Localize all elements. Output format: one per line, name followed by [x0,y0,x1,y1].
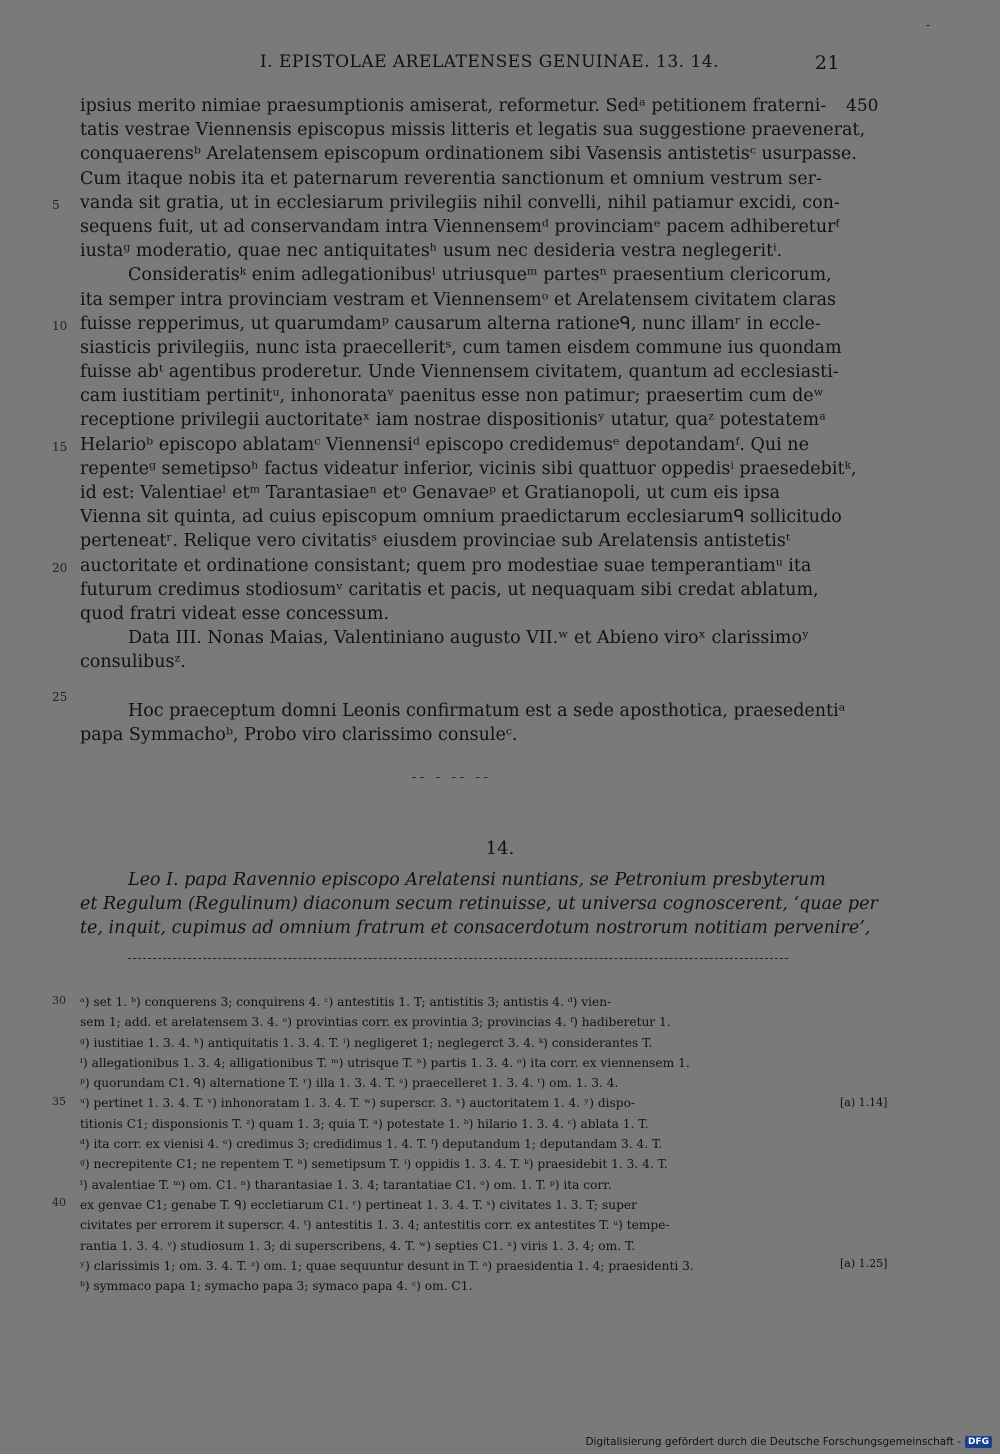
text-line: futurum credimus stodiosumᵛ caritatis et pacis, ut nequaquam sibi credat ablatum, [80,579,819,600]
note-line: ex genvae C1; genabe T. ᑫ) eccletiarum C1. ʳ) pertineat 1. 3. 4. T. ˢ) civitates 1. 3. T; super [80,1197,637,1212]
document-number: 14. [485,838,515,859]
text-line: tatis vestrae Viennensis episcopus missis litteris et legatis sua suggestione praevenerat, [80,120,866,141]
margin-tick: - [926,18,931,32]
line-number: 5 [52,198,60,212]
summary-line: Leo I. papa Ravennio episcopo Arelatensi nuntians, se Petronium presbyterum [128,870,826,890]
footnote-rule [128,958,788,959]
note-line: civitates per errorem it superscr. 4. ᵗ) antestitis 1. 3. 4; antestitis corr. ex antestites T. ᵘ) tempe- [80,1218,670,1233]
text-line: Data III. Nonas Maias, Valentiniano augusto VII.ʷ et Abieno viroˣ clarissimoʸ [128,628,810,649]
margin-page-reference: 450 [846,96,879,116]
text-line: siasticis privilegiis, nunc ista praecelleritˢ, cum tamen eisdem commune ius quondam [80,337,842,358]
text-line: Hoc praeceptum domni Leonis confirmatum est a sede aposthotica, praesedentiᵃ [128,700,846,721]
text-line: fuisse repperimus, ut quarumdamᵖ causarum alterna rationeᑫ, nunc illamʳ in eccle- [80,313,821,334]
footer-credit: Digitalisierung gefördert durch die Deutsche Forschungsgemeinschaft - [585,1436,961,1448]
summary-line: te, inquit, cupimus ad omnium fratrum et consacerdotum nostrorum notitiam pervenire’, [80,918,871,939]
text-line: iustaᵍ moderatio, quae nec antiquitatesʰ usum nec desideria vestra neglegeritⁱ. [80,241,783,262]
text-line: vanda sit gratia, ut in ecclesiarum privilegiis nihil convelli, nihil patiamur excidi, con- [80,192,840,213]
section-separator: -- - -- -- [412,770,492,784]
note-line: sem 1; add. et arelatensem 3. 4. ᵉ) provintias corr. ex provintia 3; provincias 4. ᶠ) hadiberetur 1. [80,1015,671,1030]
line-number: 15 [52,440,68,454]
note-line: ᵇ) symmaco papa 1; symacho papa 3; symaco papa 4. ᶜ) om. C1. [80,1279,473,1294]
note-line: ᵘ) pertinet 1. 3. 4. T. ᵛ) inhonoratam 1. 3. 4. T. ʷ) superscr. 3. ˣ) auctoritatem 1. 4. ʸ) dispo- [80,1096,636,1111]
text-line: ipsius merito nimiae praesumptionis amiserat, reformetur. Sedᵃ petitionem fraterni- [80,96,827,116]
text-line: ita semper intra provinciam vestram et Viennensemᵒ et Arelatensem civitatem claras [80,289,837,310]
note-line-number: 40 [52,1196,66,1209]
text-line: Vienna sit quinta, ad cuius episcopum omnium praedictarum ecclesiarumᑫ sollicitudo [80,507,842,528]
apparatus-notes [80,992,840,1296]
line-number: 20 [52,561,68,575]
text-line: repenteᵍ semetipsoʰ factus videatur inferior, vicinis sibi quattuor oppedisⁱ praesedebitᵏ, [80,458,857,479]
note-line: ˡ) avalentiae T. ᵐ) om. C1. ⁿ) tharantasiae 1. 3. 4; tarantatiae C1. ᵒ) om. 1. T. ᵖ) ita corr. [80,1177,612,1192]
text-line: cam iustitiam pertinitᵘ, inhonorataᵛ paenitus esse non patimur; praesertim cum deʷ [80,386,824,407]
dfg-logo: DFG [965,1436,992,1448]
note-line: ᵖ) quorundam C1. ᑫ) alternatione T. ʳ) illa 1. 3. 4. T. ˢ) praecelleret 1. 3. 4. ᵗ) om. 1. 3. 4. [80,1076,619,1091]
note-side-reference: [a) 1.14] [840,1096,888,1109]
text-line: sequens fuit, ut ad conservandam intra Viennensemᵈ provinciamᵉ pacem adhibereturᶠ [80,216,840,237]
summary-line: et Regulum (Regulinum) diaconum secum retinuisse, ut universa cognoscerent, ‘quae per [80,894,878,915]
text-line: Cum itaque nobis ita et paternarum reverentia sanctionum et omnium vestrum ser- [80,168,822,189]
text-line: perteneatʳ. Relique vero civitatisˢ eiusdem provinciae sub Arelatensis antistetisᵗ [80,531,791,552]
note-line: ᵍ) iustitiae 1. 3. 4. ʰ) antiquitatis 1. 3. 4. T. ⁱ) negligeret 1; neglegerct 3. 4. ᵏ) considerantes T. [80,1035,653,1050]
note-line-number: 30 [52,994,66,1007]
note-line-number: 35 [52,1095,66,1108]
running-header [80,52,840,76]
text-line: fuisse abᵗ agentibus proderetur. Unde Viennensem civitatem, quantum ad ecclesiasti- [80,362,839,383]
line-number: 25 [52,690,68,704]
note-side-reference: [a) 1.25] [840,1257,888,1270]
line-number: 10 [52,319,68,333]
text-line: consulibusᶻ. [80,652,186,673]
note-line: ᵈ) ita corr. ex vienisi 4. ᵉ) credimus 3; credidimus 1. 4. T. ᶠ) deputandum 1; deputandam 3. 4. T. [80,1137,663,1152]
text-line: quod fratri videat esse concessum. [80,603,390,624]
page-number: 21 [814,52,840,74]
text-line: receptione privilegii auctoritateˣ iam nostrae dispositionisʸ utatur, quaᶻ potestatemᵃ [80,410,826,431]
note-line: ʸ) clarissimis 1; om. 3. 4. T. ᶻ) om. 1; quae sequuntur desunt in T. ᵃ) praesidentia 1. 4; praesidenti 3. [80,1258,694,1273]
text-line: papa Symmachoᵇ, Probo viro clarissimo consuleᶜ. [80,724,518,745]
text-line: conquaerensᵇ Arelatensem episcopum ordinationem sibi Vasensis antistetisᶜ usurpasse. [80,144,857,165]
note-line: titionis C1; disponsionis T. ᶻ) quam 1. 3; quia T. ᵃ) potestate 1. ᵇ) hilario 1. 3. 4. ᶜ) ablata 1. T. [80,1116,649,1131]
text-line: Consideratisᵏ enim adlegationibusˡ utriusqueᵐ partesⁿ praesentium clericorum, [128,265,832,286]
note-line: ˡ) allegationibus 1. 3. 4; alligationibus T. ᵐ) utrisque T. ⁿ) partis 1. 3. 4. ᵒ) ita corr. ex viennensem 1. [80,1055,690,1070]
running-title: I. EPISTOLAE ARELATENSES GENUINAE. 13. 14. [260,52,719,72]
note-line: ᵃ) set 1. ᵇ) conquerens 3; conquirens 4. ᶜ) antestitis 1. T; antistitis 3; antistis 4. ᵈ) vien- [80,995,612,1009]
document-summary [80,868,878,941]
text-line: Helarioᵇ episcopo ablatamᶜ Viennensiᵈ episcopo credidemusᵉ depotandamᶠ. Qui ne [80,434,809,455]
text-line: id est: Valentiaeˡ etᵐ Tarantasiaeⁿ etᵒ Genavaeᵖ et Gratianopoli, ut cum eis ipsa [80,483,781,503]
footer [585,1436,992,1448]
text-line [80,675,840,699]
text-line: auctoritate et ordinatione consistant; quem pro modestiae suae temperantiamᵘ ita [80,555,812,576]
note-line: rantia 1. 3. 4. ᵛ) studiosum 1. 3; di superscribens, 4. T. ʷ) septies C1. ˣ) viris 1. 3. 4; om. T. [80,1238,636,1253]
note-line: ᵍ) necrepitente C1; ne repentem T. ʰ) semetipsum T. ⁱ) oppidis 1. 3. 4. T. ᵏ) praesidebit 1. 3. 4. T. [80,1157,668,1172]
